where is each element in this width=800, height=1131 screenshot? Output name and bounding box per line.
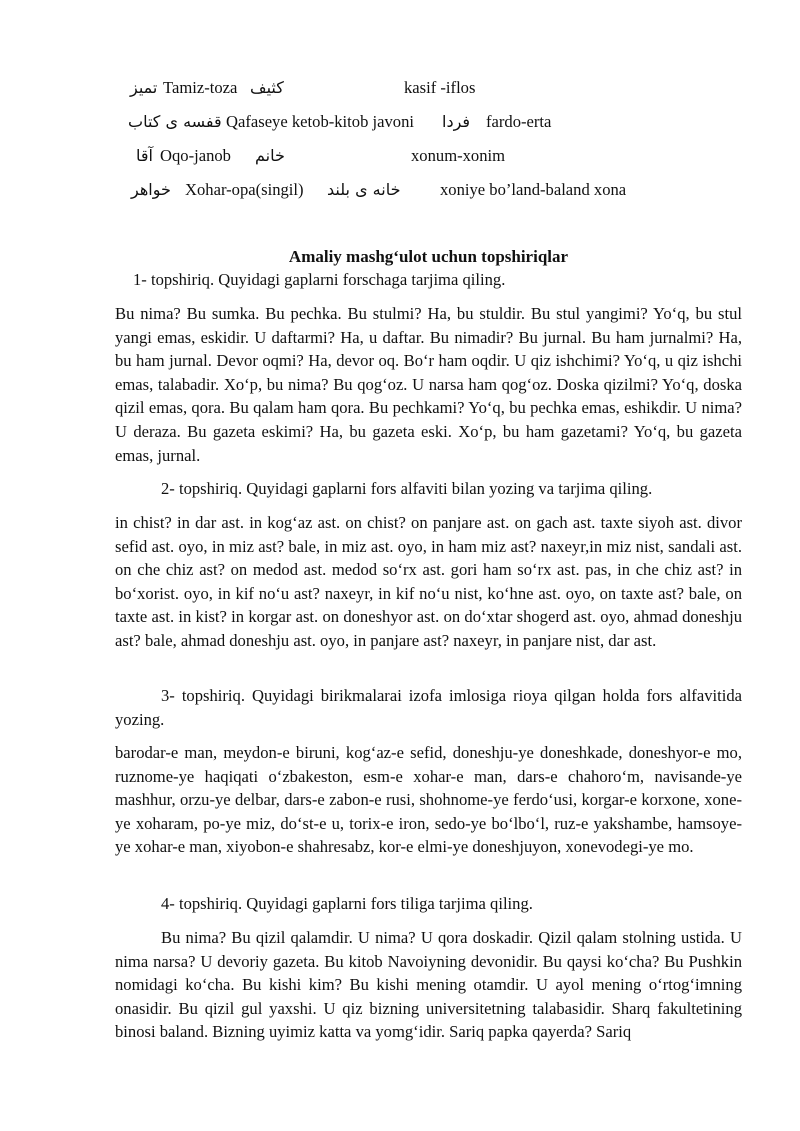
vocab-latin: xonum-xonim — [411, 146, 506, 165]
vocab-latin: Qafaseye ketob-kitob javoni — [226, 112, 415, 131]
vocab-persian: خانم — [255, 146, 285, 165]
vocab-persian: خواهر — [131, 180, 171, 199]
vocab-persian: قفسه ی کتاب — [128, 112, 222, 131]
vocab-persian: فردا — [442, 112, 471, 131]
vocab-persian: تمیز — [130, 78, 158, 97]
vocab-latin: fardo-erta — [486, 112, 552, 131]
task4-text: Bu nima? Bu qizil qalamdir. U nima? U qora doskadir. Qizil qalam stolning ustida. U nima narsa? U devoriy gazeta. Bu kitob Navoiyning devonidir. Bu qaysi koʻcha? Bu Pushkin nomidagi koʻcha. Bu kishi kim? Bu kishi mening otamdir. U ayol mening oʻrtogʻimning onasidir. Bu qizil gul yaxshi. U qiz bizning universitetning talabasidir. Sharq fakultetining binosi baland. Bizning uyimiz katta va yomgʻidir. Sariq papka qayerda? Sariq — [115, 928, 742, 1042]
task3-text: barodar-e man, meydon-e biruni, kogʻaz-e sefid, doneshju-ye doneshkade, doneshyor-e mo, ruznome-ye haqiqati oʻzbakeston, esm-e xohar-e man, dars-e chahoroʻm, navisande-ye mashhur, orzu-ye delbar, dars-e zabon-e rusi, shohnome-ye ferdoʻusi, korgar-e korxone, xone-ye xoharam, po-ye miz, doʻst-e u, torix-e iron, sedo-ye boʻlboʻl, ruz-e yakshambe, hamsoye-ye xohar-e man, xiyobon-e shahresabz, kor-e elmi-ye doneshjuyon, xonevodegi-ye mo. — [115, 743, 742, 857]
task1-title: 1- topshiriq. Quyidagi gaplarni forschaga tarjima qiling. — [133, 270, 506, 289]
task4-title: 4- topshiriq. Quyidagi gaplarni fors tiliga tarjima qiling. — [161, 894, 533, 913]
task1-text: Bu nima? Bu sumka. Bu pechka. Bu stulmi? Ha, bu stuldir. Bu stul yangimi? Yoʻq, bu stul yangi emas, eskidir. U daftarmi? Ha, u daftar. Bu nimadir? Bu jurnal. Bu ham jurnalmi? Ha, bu ham jurnal. Devor oqmi? Ha, devor oq. Boʻr ham oqdir. U qiz ishchimi? Yoʻq, u qiz ishchi emas, talabadir. Xoʻp, bu nima? Bu qogʻoz. U narsa ham qogʻoz. Doska qizilmi? Yoʻq, doska qizil emas, qora. Bu qalam ham qora. Bu pechkami? Yoʻq, bu pechka emas, eshikdir. U nima? U deraza. Bu gazeta eskimi? Ha, bu gazeta eski. Xoʻp, bu ham gazetami? Yoʻq, bu gazeta emas, jurnal. — [115, 304, 742, 465]
vocab-latin: Tamiz-toza — [163, 78, 238, 97]
task2-title: 2- topshiriq. Quyidagi gaplarni fors alfaviti bilan yozing va tarjima qiling. — [161, 479, 653, 498]
vocab-latin: Oqo-janob — [160, 146, 231, 165]
vocab-latin: kasif -iflos — [404, 78, 476, 97]
section-heading: Amaliy mashgʻulot uchun topshiriqlar — [288, 247, 569, 266]
vocab-persian: کثیف — [250, 78, 284, 97]
task2-text: in chist? in dar ast. in kogʻaz ast. on chist? on panjare ast. on gach ast. taxte siyoh ast. divor sefid ast. oyo, in miz ast? bale, in miz ast. oyo, in ham miz ast? naxeyr,in miz nist, sandali ast. on che chiz ast? on medod ast. medod soʻrx ast. gori ham soʻrx ast. pas, in che chiz ast? in boʻxorist. oyo, in kif noʻu ast? naxeyr, in kif noʻu nist, koʻhne ast. oyo, on taxte ast? bale, on taxte ast. in kist? in korgar ast. on doneshyor ast. on doʻxtar shogerd ast. oyo, ahmad doneshju ast? bale, ahmad doneshju ast. oyo, in panjare ast? naxeyr, in panjare nist, dar ast. — [115, 513, 742, 650]
vocab-row — [0, 110, 800, 134]
vocab-persian: آقا — [136, 146, 153, 165]
vocab-row — [0, 178, 800, 202]
vocab-latin: Xohar-opa(singil) — [185, 180, 304, 199]
vocab-persian: خانه ی بلند — [327, 180, 401, 199]
task3-title: 3- topshiriq. Quyidagi birikmalarai izofa imlosiga rioya qilgan holda fors alfavitida yozing. — [115, 686, 742, 729]
vocab-row — [0, 144, 800, 168]
vocab-latin: xoniye bo’land-baland xona — [440, 180, 627, 199]
vocab-row — [0, 76, 800, 100]
